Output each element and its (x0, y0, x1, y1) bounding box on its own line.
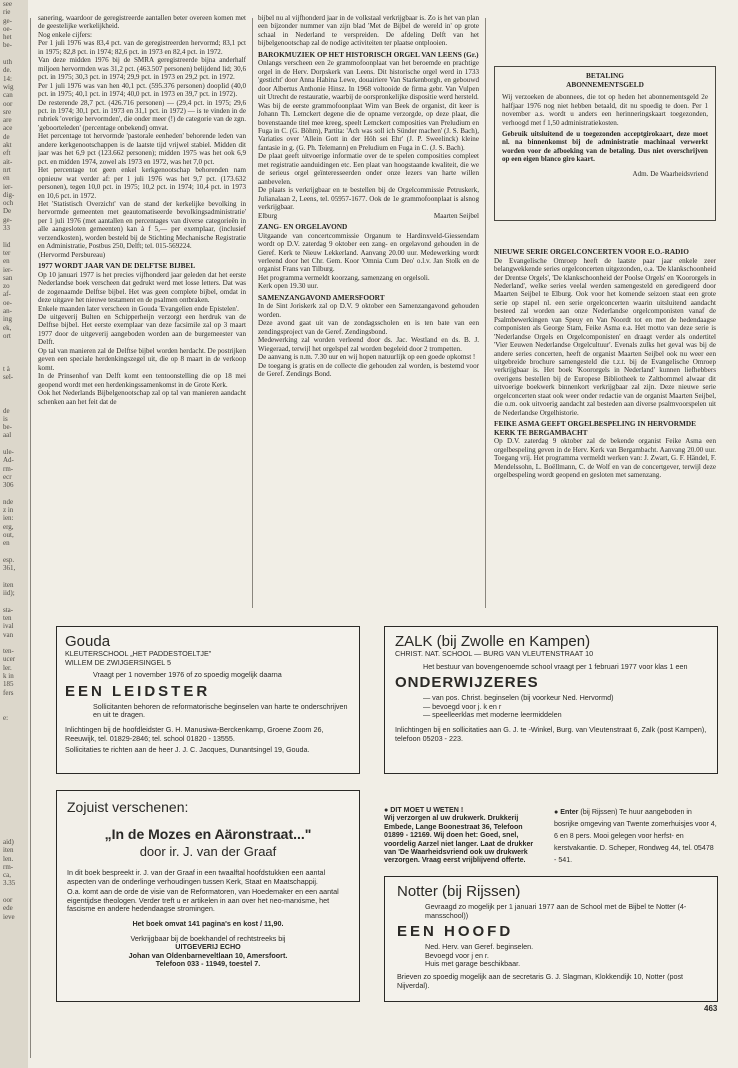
margin-fragment: ule- (3, 448, 14, 457)
ad-book-release (56, 790, 360, 1002)
margin-fragment: sre (3, 107, 12, 116)
margin-fragment: oor (3, 896, 13, 905)
article-paragraph: In de Prinsenhof van Delft komt een tentoonstelling die op 18 mei geopend wordt met een herdenkingssamenkomst in de Grote Kerk. (38, 372, 246, 389)
ad-enter (554, 806, 718, 868)
margin-fragment: dig- (3, 190, 15, 199)
margin-fragment: san (3, 273, 13, 282)
margin-fragment: aid) (3, 837, 14, 846)
margin-fragment: ge- (3, 16, 12, 25)
margin-fragment (0, 398, 28, 406)
margin-fragment: ort (3, 331, 11, 340)
margin-fragment: ier- (3, 182, 13, 191)
margin-fragment: och (3, 199, 14, 208)
article-paragraph: Per 1 juli 1976 was 83,4 pct. van de geregistreerden hervormd; 83,1 pct in 1975; 82,8 pct. in 1974; 82,6 pct. in 1973 en 82,4 pct. in 1972. (38, 39, 246, 56)
margin-fragment (0, 772, 28, 780)
subscription-title-line-1: BETALING (586, 71, 624, 80)
ad-notter-request: Gevraagd zo mogelijk per 1 januari 1977 aan de School met de Bijbel te Notter (4-mansschool)) (425, 902, 687, 920)
margin-fragment (0, 738, 28, 746)
ad-zalk-place: ZALK (bij Zwolle en Kampen) (395, 633, 591, 650)
article-paragraph: Was bij de eerste grammofoonplaat Wim van Beek de organist, dit keer is Johann Th. Lemckert degene die de opname verzorgde, op deze plaat, die bovenstaande titel mee kreeg, speelt Lemckert composities van Preludium en Fuga in C. (G. Böhm), Partita: 'Ach was soll ich Sünder machen' (J. S. Bach), Variaties over 'Allein Gott in der Höh sei Ehr' (J. P. Sweelinck) kleine fantasie in g. (G. Ph. Telemann) en Preludium en Fuga in C. (J. S. Bach). (258, 101, 479, 152)
article-paragraph: De resterende 28,7 pct. (426.716 personen) — (29,4 pct. in 1975; 29,6 pct. in 1974; 30,1 pct. in 1973 en 31,1 pct. in 1972) — is te vinden in de rubriek 'overige hervormden', die onder meer (!) de categorie van de zgn. 'geboorteleden' (percentage onbekend) omvat. (38, 98, 246, 132)
margin-fragment: de (3, 406, 10, 415)
margin-fragment: are (3, 116, 12, 125)
article-paragraph: Per 1 juli 1976 was van hen 40,1 pct. (595.376 personen) doopIid (40,0 pct. in 1975; 40,1 pct. in 1974; 40,0 pct. in 1973 en 39,7 pct. in 1972). (38, 81, 246, 99)
subscription-notice-box (494, 66, 716, 221)
margin-fragment: De (3, 207, 12, 216)
page-number: 463 (704, 1004, 718, 1013)
margin-fragment (0, 597, 28, 605)
margin-fragment: van (3, 630, 14, 639)
ad-gouda-place: Gouda (65, 633, 111, 650)
ad-book-price: Het boek omvat 141 pagina's en kost / 11,90. (132, 918, 284, 928)
article-column-1 (38, 14, 246, 604)
ad-zalk-school: CHRIST. NAT. SCHOOL — BURG VAN VLEUTENSTRAAT 10 (395, 649, 594, 658)
margin-fragment (0, 722, 28, 730)
left-margin-fragments (0, 0, 28, 1068)
ad-notter-req-1: Ned. Herv. van Geref. beginselen. (425, 942, 534, 952)
margin-fragment: e: (3, 713, 9, 722)
article-paragraph: De aanvang is n.m. 7.30 uur en wij hopen natuurlijk op een goede opkomst ! (258, 353, 476, 362)
article-paragraph: Uitgaande van concertcommissie Organum te Hardinxveld-Giessendam wordt op D.V. zaterdag 9 oktober een zang- en orgelavond gehouden in de Geref. Kerk te Nieuw Lekkerland. Aanvang 20.00 uur. Medewerking wordt verleend door het Chr. Gem. Koor 'Omnia Cum Deo' o.l.v. Jan Stolk en de organist Frans van Tilburg. (258, 231, 479, 274)
margin-fragment (0, 572, 28, 580)
margin-fragment (0, 639, 28, 647)
margin-fragment: en (3, 174, 10, 183)
margin-fragment: het (3, 33, 12, 42)
margin-fragment: lid (3, 240, 11, 249)
signature-place: Elburg (258, 211, 278, 220)
margin-fragment: nrt (3, 165, 11, 174)
margin-fragment (0, 490, 28, 498)
margin-fragment: ing (3, 315, 12, 324)
subscription-paragraph-bold: Gebruik uitsluitend de u toegezonden acceptgirokaart, deze moet nl. na binnenkomst bij de administratie machinaal verwerkt worden voor de afboeking van de betaling. Dus niet overschrijven op een eigen blanco giro kaart. (502, 130, 708, 164)
ad-book-description-2: O.a. komt aan de orde de visie van de Reformatoren, van Hoedemaker en een aantal eigentijdse theologen. Verder treft u er artikelen in aan over het neo-marxisme, het fascisme en andere hedendaagse stromingen. (67, 887, 339, 914)
margin-fragment (0, 821, 28, 829)
article-paragraph: In de Sint Joriskerk zal op D.V. 9 oktober een Samenzangavond gehouden worden. (258, 302, 479, 319)
ad-notter-req-3: Huis met garage beschikbaar. (425, 959, 521, 969)
ad-enter-text: (bij Rijssen) Te huur aangeboden in bosrijke omgeving van Twente zomerhuisjes voor 4, 6 en 8 pers. Mooi gelegen voor herfst- en kerstvakantie. D. Scheper, Rondweg 44, tel. 05478 - 541. (554, 808, 717, 864)
margin-fragment: erg, (3, 522, 14, 531)
article-paragraph: Deze avond gaat uit van de zondagsscholen en is ten bate van een zendingsproject van de Geref. Zendingsbond. (258, 319, 479, 336)
ad-book-author: door ir. J. van der Graaf (139, 844, 277, 859)
ad-book-publisher-phone: Telefoon 033 - 11949, toestel 7. (155, 959, 261, 969)
margin-fragment (0, 705, 28, 713)
ad-gouda-request: Vraagt per 1 november 1976 of zo spoedig mogelijk daarna (93, 670, 282, 680)
margin-fragment: fers (3, 688, 14, 697)
margin-fragment (0, 763, 28, 771)
margin-fragment: 185 (3, 680, 14, 689)
article-paragraph: Op D.V. zaterdag 9 oktober zal de bekende organist Feike Asma een orgelbespeling geven in de Herv. Kerk van Bergambacht. Aanvang 20.00 uur. Toegang vrij. Het programma vermeldt werken van: J. Zwart, G. F. Händel, F. Mendelssohn, L. Boëllmann, C. de Wolf en van de concertgever, terwijl deze orgelbespeling wordt geopend en gesloten met samenzang. (494, 437, 716, 480)
article-heading-zang-orgelavond: ZANG- EN ORGELAVOND (258, 222, 348, 232)
margin-fragment (0, 755, 28, 763)
ad-book-title-label: Zojuist verschenen: (67, 799, 189, 815)
ad-enter-title: Enter (560, 808, 579, 816)
margin-fragment: akt (3, 141, 12, 150)
signature-name: Maarten Seijbel (433, 211, 479, 220)
ad-gouda-info: Inlichtingen bij de hoofdleidster G. H. Manusiwa-Berckenkamp, Groene Zoom 26, Reeuwijk, tel. 01829-2846; tel. school 01820 - 13555. (65, 724, 324, 743)
margin-fragment: Ad- (3, 456, 14, 465)
ad-notter-role: EEN HOOFD (397, 923, 514, 941)
margin-fragment: 33 (3, 224, 10, 233)
margin-fragment (0, 548, 28, 556)
margin-fragment (0, 813, 28, 821)
bullet-icon: ● (554, 808, 559, 816)
article-heading-samenzangavond: SAMENZANGAVOND AMERSFOORT (258, 292, 385, 302)
margin-fragment (0, 797, 28, 805)
margin-fragment: af- (3, 290, 11, 299)
margin-fragment: oe- (3, 24, 12, 33)
margin-fragment: ge- (3, 215, 12, 224)
article-paragraph: bijbel nu al vijfhonderd jaar in de volkstaal verkrijgbaar is. Zo is het van plan een bijzonder nummer van zijn blad 'Met de Bijbel de wereld in' op grote schaal in Nederland te verspreiden. De afdeling Delft van het bijbelgenootschap zal de nodige activiteiten ter plaatse ontplooien. (258, 14, 479, 48)
margin-fragment: rie (3, 8, 11, 17)
margin-fragment: ca, (3, 871, 11, 880)
margin-fragment: be- (3, 41, 12, 50)
ad-gouda-role: EEN LEIDSTER (65, 682, 211, 700)
margin-fragment (0, 50, 28, 58)
margin-fragment: 3.35 (3, 879, 16, 888)
article-heading-barokmuziek: BAROKMUZIEK OP HET HISTORISCH ORGEL VAN LEENS (Gr.) (258, 49, 479, 59)
margin-fragment: 14: (3, 74, 12, 83)
margin-fragment: rm- (3, 464, 14, 473)
margin-fragment (0, 888, 28, 896)
article-source: (Hervormd Persbureau) (38, 250, 106, 259)
margin-fragment: de. (3, 66, 12, 75)
column-rule-2 (485, 18, 486, 608)
margin-fragment: ek, (3, 323, 12, 332)
margin-fragment: iid); (3, 589, 15, 598)
bullet-icon: ● (384, 806, 389, 814)
margin-fragment: ter (3, 248, 11, 257)
ad-book-description: In dit boek bespreekt ir. J. van der Graaf in een twaalftal hoofdstukken een aantal aspecten van de onderlinge verhoudingen tussen Kerk, Staat en Maatschappij. (67, 868, 326, 886)
ad-book-publisher-address: Johan van Oldenbarneveltlaan 10, Amersfoort. (128, 950, 288, 960)
margin-fragment: rm- (3, 862, 14, 871)
subscription-signature: Adm. De Waarheidsvriend (632, 169, 708, 178)
article-paragraph: De toegang is gratis en de collecte die gehouden zal worden, is bestemd voor de Geref. Zendings Bond. (258, 361, 479, 378)
margin-fragment: an- (3, 306, 12, 315)
margin-fragment (0, 232, 28, 240)
ad-gouda-application: Sollicitaties te richten aan de heer J. J. C. Jacques, Dunantsingel 19, Gouda. (65, 745, 310, 755)
margin-fragment: ace (3, 124, 13, 133)
margin-fragment: ecr (3, 472, 12, 481)
margin-fragment: zo (3, 282, 10, 291)
margin-fragment (0, 382, 28, 390)
margin-fragment: wig (3, 82, 14, 91)
ad-printing (384, 806, 534, 870)
subscription-title-line-2: ABONNEMENTSGELD (566, 79, 644, 89)
margin-fragment: out, (3, 531, 14, 539)
article-paragraph: Onlangs verscheen een 2e grammofoonplaat van het beroemde en prachtige orgel in de Herv. Dorpskerk van Leens. Dit historische orgel werd in 1733 'gesticht' door Anna Habina Lewe, douairiere Van Starkenborgh, en gebouwd door Albertus Anthonie Hinsz. In 1968 voltooide de firma gebr. Van Vulpen uit Utrecht de restauratie, waarbij de oorspronkelijke dispositie werd hersteld. (258, 59, 479, 102)
ad-zalk-req-1: — van pos. Christ. beginselen (bij voorkeur Ned. Hervormd) (423, 693, 614, 703)
margin-fragment (0, 697, 28, 705)
ad-zalk-info: Inlichtingen bij en sollicitaties aan G. J. te -Winkel, Burg. van Vleutenstraat 6, Zalk (post Kampen), telefoon 05203 - 223. (395, 724, 707, 743)
ad-zalk-request: Het bestuur van bovengenoemde school vraagt per 1 februari 1977 voor klas 1 een (423, 661, 688, 671)
ad-book-publisher: UITGEVERIJ ECHO (175, 942, 241, 952)
column-rule-left (30, 18, 31, 1058)
margin-fragment: ait- (3, 157, 13, 166)
article-paragraph: Medewerking zal worden verleend door ds. Jac. Westland en ds. B. J. Wiegeraad, terwijl het orgelspel zal worden begeleid door 2 trompetten. (258, 336, 479, 353)
ad-printing-text: Wij verzorgen al uw drukwerk. Drukkerij Embede, Lange Boonestraat 36, Telefoon 01899 - 12169. Wij doen het: Goed, snel, voordelig Aarzel niet langer. Laat de drukker van 'De Waarheidsvriend ook uw drukwerk verzorgen. Vraag eerst vrijblijvend offerte. (384, 814, 534, 865)
article-paragraph: Kerk open 19.30 uur. (258, 282, 319, 291)
article-paragraph: De plaats is verkrijgbaar en te bestellen bij de Orgelcommissie Petruskerk, Julianalaan 2, Leens, tel. 05957-1677. Ook de 1e grammofoonplaat is alsnog verkrijgbaar. (258, 186, 479, 212)
article-paragraph: Het percentage tot hervormde 'pastorale eenheden' behorende leden van andere kerkgenootschappen is de laatste tijd vrijwel stabiel. Midden dit jaar was het 6,9 pct (123.662 personen); midden 1975 was het ook 6,9 pct. en midden 1974, zowel als 1973 en 1972, was het 7,0 pct. (38, 132, 246, 166)
ad-gouda-school: KLEUTERSCHOOL „HET PADDESTOELTJE" (65, 649, 212, 658)
article-paragraph: Het percentage tot geen enkel kerkgenootschap behorenden nam opnieuw wat verder af: per 1 juli 1976 was het 9,7 pct. (173.632 personen), tegen 10,0 pct. in 1975; 10,2 pct. in 1974; 10,4 pct. in 1973 en 10,6 pct. in 1972. (38, 166, 246, 200)
ad-zalk-role: ONDERWIJZERES (395, 674, 539, 692)
article-column-2 (258, 14, 479, 604)
ad-notter-info: Brieven zo spoedig mogelijk aan de secretaris G. J. Slagman, Klokkendijk 10, Notter (post Nijverdal). (397, 971, 684, 990)
margin-fragment: en (3, 539, 10, 548)
margin-fragment (0, 390, 28, 398)
margin-fragment: aal (3, 431, 12, 440)
ad-zalk (384, 626, 718, 774)
margin-fragment: iten (3, 580, 14, 589)
ad-notter-req-2: Bevoegd voor j en r. (425, 950, 489, 960)
margin-fragment: en (3, 257, 10, 266)
margin-fragment: oe- (3, 298, 12, 307)
article-paragraph: Enkele maanden later verscheen in Gouda 'Evangelien ende Epistelen'. (38, 304, 239, 313)
article-paragraph: Nog enkele cijfers: (38, 30, 92, 39)
margin-fragment (0, 348, 28, 356)
article-paragraph: Op tal van manieren zal de Delftse bijbel worden herdacht. De postrijken geven een speciale herdenkingszegel uit, die op 8 maart in de verkoop komt. (38, 346, 246, 372)
margin-fragment: ler. (3, 663, 12, 672)
margin-fragment (0, 730, 28, 738)
margin-fragment (0, 440, 28, 448)
margin-fragment: ien: (3, 514, 14, 523)
article-heading-orgelconcerten: NIEUWE SERIE ORGELCONCERTEN VOOR E.O.-RADIO (494, 248, 689, 256)
margin-fragment: t à (3, 365, 10, 374)
margin-fragment: ucer (3, 655, 16, 664)
article-paragraph: Van deze midden 1976 bij de SMRA geregistreerde bijna anderhalf miljoen hervormden was 31,2 pct. (463.507 personen) belijdend lid; 30,6 pct. in 1975; 30,3 pct. in 1974; 29,9 pct. in 1973 en 29,2 pct. in 1972. (38, 56, 246, 82)
column-rule-1 (252, 18, 253, 608)
margin-fragment: esp. (3, 555, 15, 564)
margin-fragment: de (3, 132, 10, 141)
margin-fragment: sta- (3, 605, 14, 614)
article-paragraph: Ook het Nederlands Bijbelgenootschap zal op tal van manieren aandacht schenken aan het feit dat de (38, 389, 246, 406)
article-paragraph: Het 'Statistisch Overzicht' van de stand der kerkelijke bevolking in hervormde gemeenten met geautomatiseerde bevolkingsadministratie' per 1 juli 1976 (met aantallen en percentages van diverse categorieën in alle aangesloten gemeenten) kan à f 5,— per exemplaar, (inclusief verzendkosten), worden besteld bij de Stichting Mechanische Registratie en Administratie, Postbus 250, Delft; tel. 015-569224. (38, 199, 246, 251)
margin-fragment: uth (3, 58, 12, 67)
margin-fragment: ieve (3, 912, 15, 921)
margin-fragment: ier- (3, 265, 13, 274)
margin-fragment: len. (3, 854, 14, 863)
subscription-notice-title (502, 72, 708, 89)
margin-fragment: ten- (3, 647, 14, 656)
margin-fragment: is (3, 414, 8, 423)
article-paragraph: De uitgeverij Bulten en Schipperheijn verzorgt een herdruk van de Delftse bijbel. Het eerste exemplaar van deze facsimile zal op 3 maart 1977 door de uitgeverij aangeboden worden aan de burgemeester van Delft. (38, 313, 246, 347)
ad-notter-place: Notter (bij Rijssen) (397, 883, 521, 900)
margin-fragment (0, 780, 28, 788)
article-paragraph: De plaat geeft uitvoerige informatie over de te spelen composities compleet met registratie aanduidingen etc. Een plaat van hoogstaande kwaliteit, die we de serieus orgel geïnteresseerden onder onze lezers van harte willen aanbevelen. (258, 152, 479, 186)
margin-fragment: ede (3, 904, 13, 913)
ad-printing-title-text: DIT MOET U WETEN ! (390, 806, 464, 814)
margin-fragment (0, 830, 28, 838)
ad-zalk-req-2: — bevoegd voor j. k en r (423, 701, 502, 711)
article-heading-feike-asma: FEIKE ASMA GEEFT ORGELBESPELING IN HERVORMDE KERK TE BERGAMBACHT (494, 419, 696, 437)
margin-fragment (0, 357, 28, 365)
article-paragraph: De Evangelische Omroep heeft de laatste paar jaar enkele zeer belangwekkende series orgelconcerten uitgezonden, o.a. 'De klankschoonheid der Drentse Orgels', 'De klankschoonheid der Poolse Orgels' en 'Koororgels in Nederland', welke series veelal werden samengesteld en geredigeerd door Maarten Seijbel te Elburg. Ook voor het komende seizoen staat een grote serie op stapel nl. een serie orgelconcerten waarin uitsluitend aandacht besteed zal worden aan onze Nederlandse orgelcomponisten vanaf de Psalmbewerkingen van Speuy en Van Noordt tot en met de hedendaagse componisten als George Stam, Feike Asma e.a. Het motto van deze serie is 'Nederlandse Orgels en Orgelcomponisten' en draagt verder als ondertitel 'Vier Eeuwen Nederlandse Orgelcultuur'. Evenals zulks het geval was bij de andere series concerten, heeft de organist Maarten Seijbel ook nu weer een uitgebreide brochure samengesteld die t.z.t. bij de Evangelische Omroep verkrijgbaar is. Het boek 'Koororgels in Nederland' kunnen liefhebbers overigens bestellen bij de Europese Bibliotheek te Zaltbommel alwaar dit uitvoerige boekwerk binnenkort verkrijgbaar zal zijn. Deze nieuwe serie orgelconcerten staat ook weer onder redactie van de organist Maarten Seijbel, die o.m. ook uitvoerig aandacht zal besteden aan diverse psalmvoorspelen uit de Nederlandse Orgelhistorie. (494, 256, 716, 417)
margin-fragment: ten (3, 613, 12, 622)
margin-fragment: 361, (3, 564, 16, 573)
margin-fragment: eft (3, 149, 11, 158)
ad-book-order-line: Verkrijgbaar bij de boekhandel of rechtstreeks bij (130, 933, 286, 943)
ad-printing-title (384, 806, 534, 814)
margin-fragment: 306 (3, 481, 14, 490)
margin-fragment: be- (3, 423, 12, 432)
article-column-3 (494, 248, 716, 604)
ad-gouda (56, 626, 360, 774)
subscription-paragraph: Wij verzoeken de abonnees, die tot op heden het abonnementsgeld 2e halfjaar 1976 nog niet hebben betaald, dit nu spoedig te doen. Per 1 november a.s. wordt u anders een herinneringskaart toegezonden, verhoogd met f 1,50 administratiekosten. (502, 93, 708, 127)
margin-fragment (0, 788, 28, 796)
margin-fragment: ival (3, 622, 14, 631)
ad-gouda-requirements: Sollicitanten behoren de reformatorische beginselen van harte te onderschrijven en uit te dragen. (93, 701, 348, 720)
ad-zalk-req-3: — speelleerklas met moderne leermiddelen (423, 710, 562, 720)
margin-fragment: see (3, 0, 12, 8)
margin-fragment: sel- (3, 373, 14, 382)
margin-fragment: nde (3, 497, 14, 506)
article-signature (258, 212, 479, 220)
margin-fragment (0, 340, 28, 348)
ad-gouda-address: WILLEM DE ZWIJGERSINGEL 5 (65, 657, 171, 667)
margin-fragment (0, 805, 28, 813)
margin-fragment: oor (3, 99, 13, 108)
article-paragraph: Het programma vermeldt koorzang, samenzang en orgelsoli. (258, 273, 430, 282)
article-paragraph: sanering, waardoor de geregistreerde aantallen beter overeen komen met de geestelijke werkelijkheid. (38, 14, 246, 31)
article-heading-delftse-bijbel: 1977 WORDT JAAR VAN DE DELFTSE BIJBEL (38, 261, 196, 271)
ad-notter (384, 876, 718, 1002)
margin-fragment: k in (3, 672, 14, 681)
margin-fragment: iten (3, 846, 14, 855)
article-paragraph: Op 10 januari 1977 is het precies vijfhonderd jaar geleden dat het eerste Nederlandse boek verscheen dat gedrukt werd met losse letters. Dat was de zogenaamde Delftse bijbel. Het was geen complete bijbel, omdat in deze uitgave het nieuwe testament en de psalmen ontbraken. (38, 270, 246, 305)
margin-fragment: can (3, 91, 13, 100)
margin-fragment: z in (3, 506, 14, 515)
ad-book-name: „In de Mozes en Aäronstraat..." (104, 826, 312, 842)
margin-fragment (0, 747, 28, 755)
